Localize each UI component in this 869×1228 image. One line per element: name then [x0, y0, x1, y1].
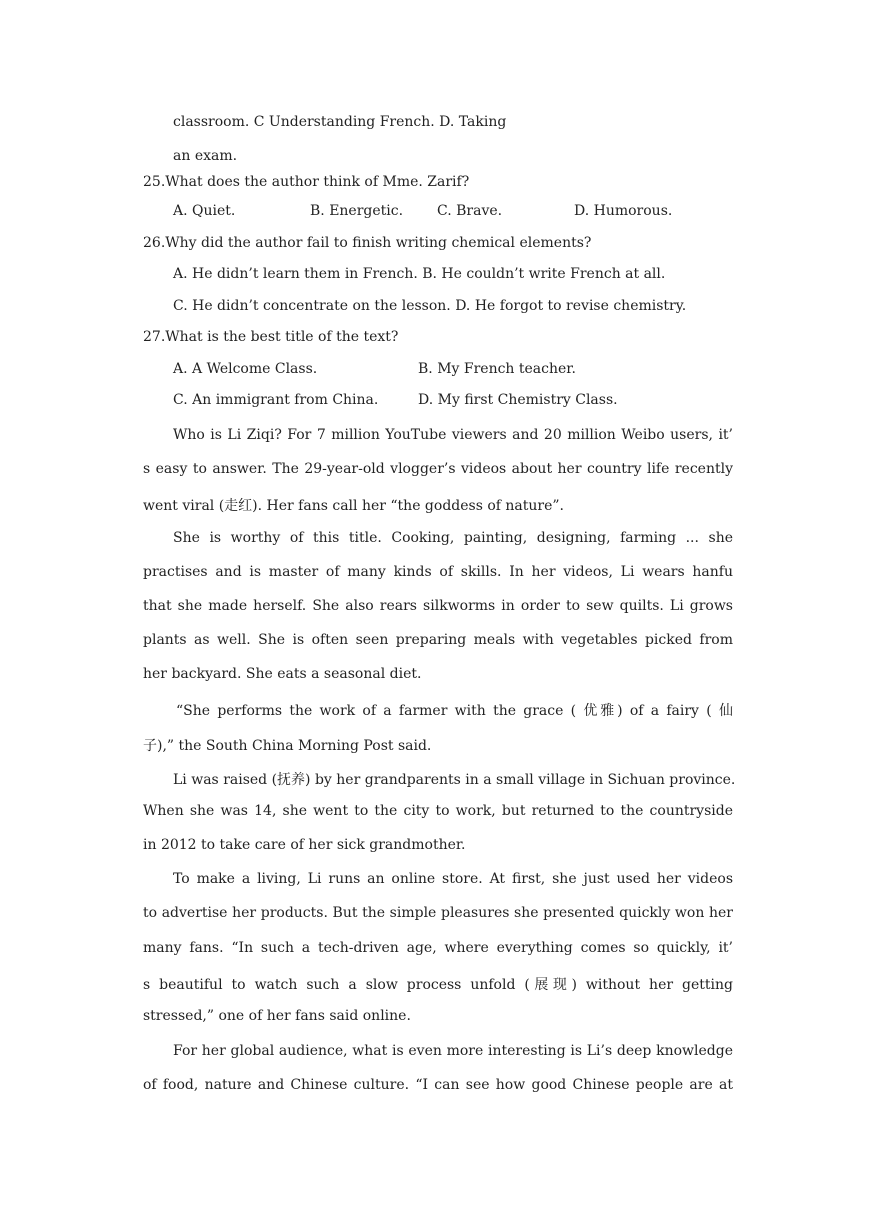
q26-stem: 26.Why did the author fail to finish writing chemical elements?: [143, 235, 592, 251]
q25-stem: 25.What does the author think of Mme. Zarif?: [143, 174, 470, 190]
q25-option-a: A. Quiet.: [173, 203, 236, 219]
q26-options-cd: C. He didn’t concentrate on the lesson. D. He forgot to revise chemistry.: [173, 298, 687, 314]
passage-p4-line: in 2012 to take care of her sick grandmother.: [143, 837, 466, 853]
q26-options-ab: A. He didn’t learn them in French. B. He couldn’t write French at all.: [173, 266, 666, 282]
passage-p3-line: 子),” the South China Morning Post said.: [143, 738, 432, 754]
q27-stem: 27.What is the best title of the text?: [143, 329, 399, 345]
q27-option-a: A. A Welcome Class.: [173, 361, 318, 377]
q25-option-d: D. Humorous.: [574, 203, 673, 219]
passage-p6-line: For her global audience, what is even more interesting is Li’s deep knowledge: [173, 1043, 733, 1059]
passage-p1-line: Who is Li Ziqi? For 7 million YouTube viewers and 20 million Weibo users, it’: [173, 427, 733, 443]
q24-option-line: classroom. C Understanding French. D. Taking: [173, 114, 507, 130]
q27-option-b: B. My French teacher.: [418, 361, 576, 377]
passage-p3-line: “She performs the work of a farmer with the grace ( 优雅) of a fairy ( 仙: [176, 703, 733, 719]
passage-p5-line: many fans. “In such a tech-driven age, where everything comes so quickly, it’: [143, 940, 733, 956]
passage-p2-line: She is worthy of this title. Cooking, painting, designing, farming ... she: [173, 530, 733, 546]
passage-p2-line: plants as well. She is often seen preparing meals with vegetables picked from: [143, 632, 733, 648]
q24-option-line-cont: an exam.: [173, 148, 238, 164]
passage-p2-line: her backyard. She eats a seasonal diet.: [143, 666, 422, 682]
q27-option-c: C. An immigrant from China.: [173, 392, 379, 408]
passage-p5-line: s beautiful to watch such a slow process unfold (展现) without her getting: [143, 977, 733, 993]
passage-p4-line: Li was raised (抚养) by her grandparents in a small village in Sichuan province.: [173, 772, 736, 788]
passage-p4-line: When she was 14, she went to the city to work, but returned to the countryside: [143, 803, 733, 819]
passage-p6-line: of food, nature and Chinese culture. “I can see how good Chinese people are at: [143, 1077, 733, 1093]
passage-p5-line: to advertise her products. But the simple pleasures she presented quickly won her: [143, 905, 733, 921]
passage-p2-line: that she made herself. She also rears silkworms in order to sew quilts. Li grows: [143, 598, 733, 614]
passage-p1-line: s easy to answer. The 29-year-old vlogger’s videos about her country life recently: [143, 461, 733, 477]
q27-option-d: D. My first Chemistry Class.: [418, 392, 618, 408]
passage-p1-line: went viral (走红). Her fans call her “the goddess of nature”.: [143, 498, 564, 514]
passage-p5-line: To make a living, Li runs an online store. At first, she just used her videos: [173, 871, 733, 887]
passage-p5-line: stressed,” one of her fans said online.: [143, 1008, 411, 1024]
q25-option-b: B. Energetic.: [310, 203, 404, 219]
q25-option-c: C. Brave.: [437, 203, 503, 219]
passage-p2-line: practises and is master of many kinds of skills. In her videos, Li wears hanfu: [143, 564, 733, 580]
